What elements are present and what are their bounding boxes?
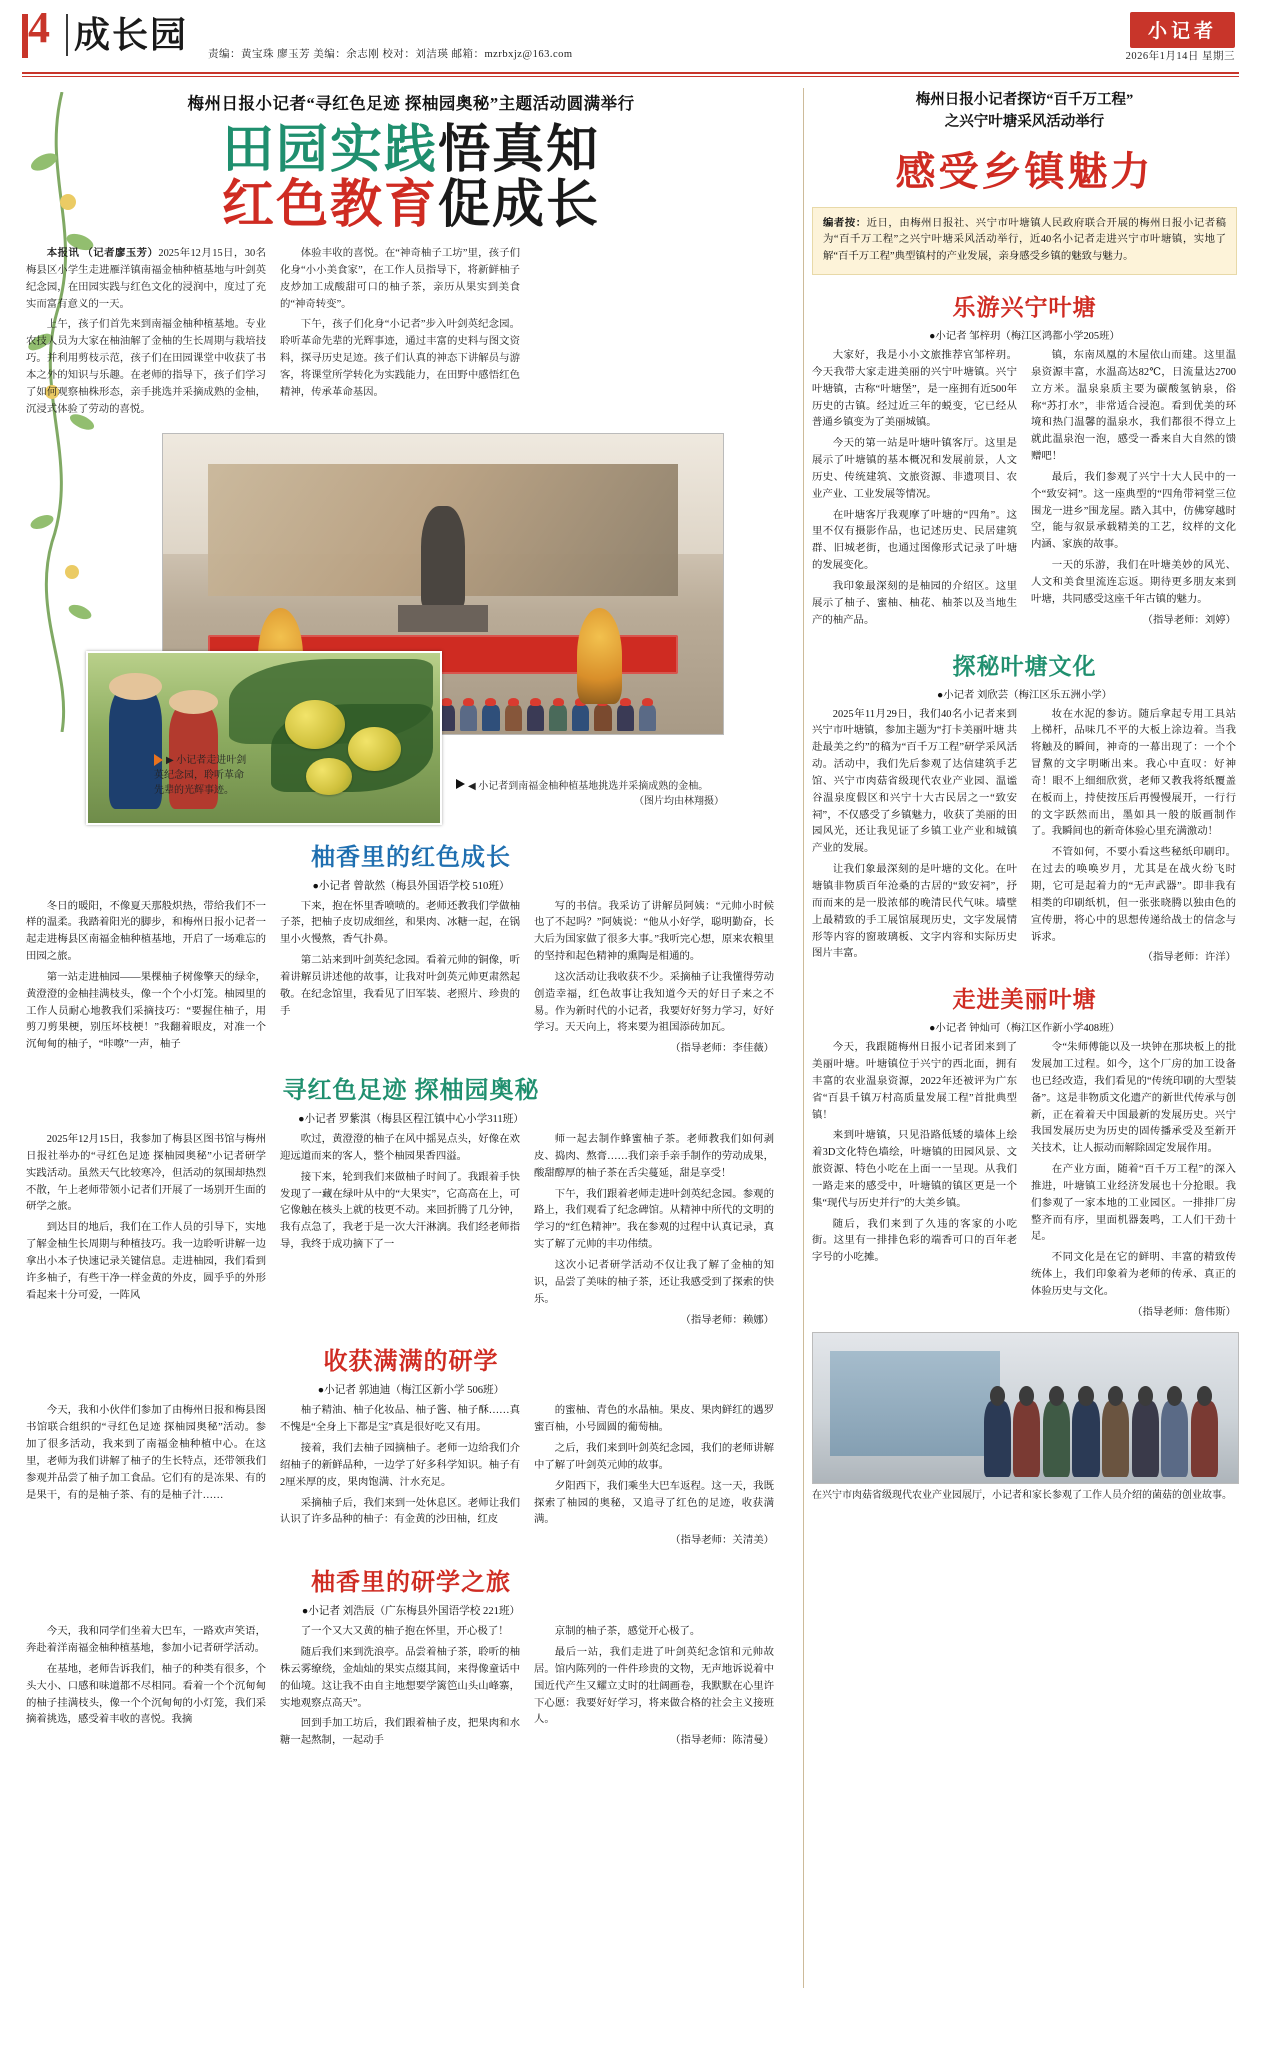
headline-part-3: 红色教育 [221,177,438,235]
right-article-3-col-1 [812,1040,1017,1322]
article-1-col-3 [534,899,774,1059]
article-4-p3: 了一个又大又黄的柚子抱在怀里，开心极了！ [300,1626,509,1638]
r3-p4: 令“朱师傅能以及一块钟在那块板上的批发展加工过程。如今，这个厂房的加工设备也已经改造，我们看见的“传统印刷的大型装备”。这是非物质文化遗产的新世代传承与创新，正在着着天中国最新的发展历史。兴宁我国发展历史为历史的固传播承受及至新开关技术，让人振动而解除固定发展作用。 [1031,1042,1236,1155]
article-4-p6: 京制的柚子茶，感觉开心极了。 [554,1626,701,1638]
article-1-p1: 冬日的暖阳，不像夏天那般炽热，带给我们不一样的温柔。我踏着阳光的脚步，和梅州日报小记者一起走进梅县区南福金柚种植基地，开启了一场难忘的田园之旅。 [26,900,266,963]
right-headline: 感受乡镇魅力 [895,148,1154,194]
column-divider [803,88,804,1988]
article-2-title: 寻红色足迹 探柚园奥秘 [282,1078,540,1105]
photo-mushroom-park [812,1332,1239,1484]
lead-body [26,246,796,422]
photo-caption-left [154,753,250,798]
article-4-p7: 最后一站，我们走进了叶剑英纪念馆和元帅故居。馆内陈列的一件件珍贵的文物，无声地诉说着中国近代产生又耀立丈时的壮阔画卷，我默默在心里许下心愿：我要好好学习，将来做合格的社会主义接班人。 [534,1646,774,1726]
r2-p1: 2025年11月29日，我们40名小记者来到兴宁市叶塘镇，参加主题为“打卡美丽叶塘 共赴最美之约”的稿为“百千万工程”研学采风活动。活动中，我们先后参观了达信建筑手艺馆、兴宁市肉菇省级现代农业产业园、温谧谷温泉度假区和兴宁十大古民居之一“致安祠”，不仅感受了乡镇魅力，收获了美丽的田园风光，还让我见证了乡镇工业产业和城镇产业的发展。 [812,708,1017,855]
article-4-title: 柚香里的研学之旅 [311,1570,511,1597]
photo-group [26,433,796,825]
r1-p1: 大家好，我是小小文旅推荐官邹梓玥。今天我带大家走进美丽的兴宁叶塘镇。兴宁叶塘镇，古称“叶塘堡”，是一座拥有近500年历史的古镇。经过近三年的蜕变，它已经从普通乡镇变为了美丽城镇。 [812,350,1017,429]
article-1-teacher: （指导老师：李佳薇） [670,1043,774,1055]
right-article-3-col-2 [1031,1040,1236,1322]
headline-part-2: 悟真知 [438,122,601,179]
editor-note-label: 编者按： [823,217,867,229]
article-4-teacher: （指导老师：陈清曼） [670,1735,774,1747]
brand-badge: 小记者 [1130,12,1235,48]
article-2-teacher: （指导老师：赖娜） [680,1314,774,1326]
article-yanxue-zhilv [26,1562,796,1754]
lead-p4: 下午，孩子们化身“小记者”步入叶剑英纪念园。聆听革命先辈的光辉事迹，通过丰富的史料与图文资料，探寻历史足迹。孩子们认真的神态下讲解员与游客，将课堂所学转化为实践能力，在田野中感悟红色精神，传承革命基因。 [280,319,520,398]
article-4-col-2 [280,1624,520,1754]
r1-p3: 在叶塘客厅我观摩了叶塘的“四角”。这里不仅有摄影作品，也记述历史、民居建筑群、旧城老街，也通过图像形式记录了叶塘的发展变化。 [812,509,1017,572]
r1-p4: 我印象最深刻的是柚园的介绍区。这里展示了柚子、蜜柚、柚花、柚茶以及当地生产的柚产品。 [812,581,1017,626]
page-number: 4 [28,3,50,52]
r3-p1: 今天，我跟随梅州日报小记者团来到了美丽叶塘。叶塘镇位于兴宁的西北面，拥有丰富的农业温泉资源，2022年还被评为广东省“百县千镇万村高质量发展工程”首批典型镇！ [812,1042,1017,1121]
issue-date: 2026年1月14日 星期三 [1125,51,1235,62]
article-3-p6: 之后，我们来到叶剑英纪念园，我们的老师讲解中了解了叶剑英元帅的故事。 [534,1443,774,1471]
lead-p2: 上午，孩子们首先来到南福金柚种植基地。专业农技人员为大家在柚油解了金柚的生长周期与栽培技巧。并利用剪枝示范，孩子们在田园课堂中收获了书本之外的知识与乐趣。在老师的指导下，孩子们学习了如何观察柚株形态，亲手挑选并采摘成熟的金柚，沉浸式体验了劳动的喜悦。 [26,319,266,415]
article-3-teacher: （指导老师：关清美） [670,1535,774,1547]
article-1-p3: 下来，抱在怀里香喷喷的。老师还教我们学做柚子茶，把柚子皮切成细丝，和果肉、冰糖一起，在锅里小火慢熬，香气扑鼻。 [280,900,520,946]
photo-pomelo-orchard [86,651,442,825]
right-article-3-title: 走进美丽叶塘 [952,987,1097,1013]
lead-p1: 2025年12月15日，30名梅县区小学生走进雁洋镇南福金柚种植基地与叶剑英纪念园，在田园实践与红色文化的浸润中，度过了充实而富有意义的一天。 [26,248,266,310]
article-2-p3: 吹过，黄澄澄的柚子在风中摇晃点头，好像在欢迎远道而来的客人，整个柚园果香四溢。 [280,1134,520,1162]
article-3-p7: 夕阳西下，我们乘坐大巴车返程。这一天，我既探索了柚园的奥秘，又追寻了红色的足迹，收获满满。 [534,1480,774,1526]
right-article-leyou [812,289,1237,634]
masthead-credits: 责编：黄宝珠 廖玉芳 美编：余志刚 校对：刘洁瑛 邮箱：mzrbxjz@163.com [208,49,573,60]
article-3-p1: 今天，我和小伙伴们参加了由梅州日报和梅县图书馆联合组织的“寻红色足迹 探柚园奥秘”活动。参加了很多活动，我来到了南福金柚种植中心。在这里，老师为我们讲解了柚子的生长特点，还带领我们参观并品尝了柚子加工食品。它们有的是冻果、有的是果干，有的是柚子茶、有的是柚子汁…… [26,1405,266,1501]
lead-col-1 [26,246,266,422]
r1-p5: 镇，东南凤凰的木屋依山而建。这里温泉资源丰富，水温高达82℃，日流量达2700立方米。温泉泉质主要为碳酸氢钠泉，俗称“苏打水”，非常适合浸泡。看到优美的环境和热门温馨的温泉水，我们都很不得立上就此温泉泡一泡，感受一番来自大自然的馈赠吧！ [1031,350,1236,463]
article-3-p5: 的蜜柚、青色的水晶柚。果皮、果肉鲜红的遇罗蜜百柚，小号圆圆的葡萄柚。 [534,1405,774,1434]
right-article-zoujin [812,981,1237,1322]
article-3-col-2 [280,1403,520,1550]
lead-col-2 [280,246,520,422]
right-article-1-teacher: （指导老师：刘婷） [1142,614,1236,626]
article-2-p4: 接下来，轮到我们来做柚子时间了。我跟着手快发现了一藏在绿叶从中的“大果实”，它高高在上，可它像触在核头上就的枝更不动。来回折腾了几分钟，我有点急了，我老于是一次大汗淋漓。我们经老师指导，我终于成功摘下了一 [280,1171,520,1251]
article-3-p4: 采摘柚子后，我们来到一处休息区。老师让我们认识了许多品种的柚子：有金黄的沙田柚，红皮 [280,1497,520,1526]
headline-part-1: 田园实践 [221,122,438,179]
article-4-byline: ●小记者 刘浩辰（广东梅县外国语学校 221班） [301,1606,521,1618]
masthead-rule [22,72,1239,74]
right-article-2-col-1 [812,707,1017,968]
r3-p5: 在产业方面，随着“百千万工程”的深入推进，叶塘镇工业经济发展也十分抢眼。我们参观了一家本地的工业园区。一排排厂房整齐而有序，里面机器轰鸣，工人们干劲十足。 [1031,1164,1236,1243]
article-3-p2: 柚子精油、柚子化妆品、柚子酱、柚子酥……真不愧是“全身上下都是宝”真是很好吃又有用。 [280,1405,520,1434]
article-4-col-1 [26,1624,266,1754]
article-3-col-3 [534,1403,774,1550]
article-2-p5: 师一起去制作蜂蜜柚子茶。老师教我们如何剥皮、捣肉、熬膏……我们亲手亲手制作的劳动成果，酸甜醇厚的柚子茶在舌尖蔓延，甜是享受！ [534,1134,774,1179]
right-article-2-teacher: （指导老师：许洋） [1142,952,1236,964]
article-4-p1: 今天，我和同学们坐着大巴车，一路欢声笑语，奔赴着洋南福金柚种植基地，参加小记者研学活动。 [26,1626,266,1654]
article-3-col-1 [26,1403,266,1550]
article-2-col-3 [534,1132,774,1329]
right-kicker [812,90,1237,134]
caption-left-text: ▶ 小记者走进叶剑英纪念园，聆听革命先辈的光辉事迹。 [154,754,247,796]
r2-p4: 不管如何，不要小看这些秘纸印刷印。在过去的唤唤岁月，尤其是在战火纷飞时期，它可是起着力的“无声武器”。即非我有相类的印刷纸机，但一张张晓腾以独由色的宣传册，将心中的思想传递给战士的信念与诉求。 [1031,847,1236,943]
right-column [812,86,1237,1503]
right-article-1-col-2 [1031,348,1236,634]
masthead [0,0,1261,72]
article-1-col-2 [280,899,520,1059]
article-3-p3: 接着，我们去柚子园摘柚子。老师一边给我们介绍柚子的新鲜品种，一边学了好多科学知识。柚子有2厘米厚的皮，果肉饱满、汁水充足。 [280,1443,520,1488]
right-photo-caption: 在兴宁市肉菇省级现代农业产业园展厅，小记者和家长参观了工作人员介绍的菌菇的创业故事。 [812,1489,1232,1501]
r3-p6: 不同文化是在它的鲜明、丰富的精致传统体上，我们印象着为老师的传承、真正的体验历史与文化。 [1031,1252,1236,1297]
article-1-p6: 这次活动让我收获不少。采摘柚子让我懂得劳动创造幸福，红色故事让我知道今天的好日子来之不易。作为新时代的小记者，我要好好努力学习，好好学习。天天向上，将来要为祖国添砖加瓦。 [534,971,774,1034]
article-shouhuo-yanxue [26,1341,796,1550]
right-article-2-byline: ●小记者 刘欣芸（梅江区乐五洲小学） [936,689,1113,701]
r3-p3: 随后，我们来到了久违的客家的小吃街。这里有一排排色彩的端香可口的百年老字号的小吃摊。 [812,1218,1017,1264]
right-article-2-col-2 [1031,707,1236,968]
article-2-p6: 下午，我们跟着老师走进叶剑英纪念园。参观的路上，我们观看了纪念碑馆。从精神中所代的文明的学习的“红色精神”。我在参观的过程中认真记录，真实了解了元帅的丰功伟绩。 [534,1188,774,1251]
article-1-col-1 [26,899,266,1059]
right-article-3-teacher: （指导老师：詹伟斯） [1132,1306,1236,1318]
r1-p2: 今天的第一站是叶塘叶镇客厅。这里是展示了叶塘镇的基本概况和发展前景，人文历史、传统建筑、文旅资源、非遗项目、农业产业、工业发展等情况。 [812,438,1017,500]
caption-bottom-text: ◀ 小记者到南福金柚种植基地挑选并采摘成熟的金柚。 [468,780,709,792]
left-column [26,86,796,1754]
right-kicker-line-2: 之兴宁叶塘采风活动举行 [944,113,1105,130]
right-article-3-byline: ●小记者 钟灿可（梅江区作新小学408班） [929,1023,1120,1035]
right-kicker-line-1: 梅州日报小记者探访“百千万工程” [915,92,1134,108]
masthead-rule-thin [22,76,1239,77]
right-article-tanmi [812,648,1237,968]
article-4-p4: 随后我们来到洗浪亭。品尝着柚子茶，聆听的柚株云雾缭绕，金灿灿的果实点缀其间，来得像童话中的仙境。这让我不由自主地想要学篱笆山头山峰寨，实地观察点高天”。 [280,1646,520,1709]
article-1-p2: 第一站走进柚园——果棵柚子树像擎天的绿伞，黄澄澄的金柚挂满枝头，像一个个小灯笼。柚园里的工作人员耐心地教我们采摘技巧：“要握住柚子，用剪刀剪果梗，别压坏枝梗！”我翻着眼皮，对准一个沉甸甸的柚子，“咔嚓”一声，柚子 [26,971,266,1051]
article-2-col-1 [26,1132,266,1329]
article-2-p1: 2025年12月15日，我参加了梅县区图书馆与梅州日报社举办的“寻红色足迹 探柚园奥秘”小记者研学实践活动。虽然天气比较寒冷，但活动的氛围却热烈不散，午上老师带领小记者们开展了一场别开生面的研学之旅。 [26,1134,266,1213]
masthead-divider [66,14,68,56]
article-1-p4: 第二站来到叶剑英纪念园。看着元帅的铜像，听着讲解员讲述他的故事，让我对叶剑英元帅更肃然起敬。在纪念馆里，我看见了旧军装、老照片、珍贵的手 [280,955,520,1017]
right-article-1-byline: ●小记者 邹梓玥（梅江区鸿都小学205班） [929,331,1120,343]
article-3-title: 收获满满的研学 [323,1349,499,1376]
lead-headline [26,122,796,235]
headline-part-4: 促成长 [438,177,601,235]
article-1-p5: 写的书信。我采访了讲解员阿姨：“元帅小时候也了不起吗？”阿姨说：“他从小好学，聪明勤奋，长大后为国家做了很多大事。”我听完心想，原来农粮里的坚持和起色精神的熏陶是相通的。 [534,900,774,963]
article-1-title: 柚香里的红色成长 [311,844,511,871]
r1-p6: 最后，我们参观了兴宁十大人民中的一个“致安祠”。这一座典型的“四角带祠堂三位围龙一进乡”围龙屋。踏入其中，仿佛穿越时空，能与叙景承载精美的工艺，纹样的文化内涵、家族的故事。 [1031,471,1236,551]
right-article-1-title: 乐游兴宁叶塘 [952,295,1097,321]
lead-byline: 本报讯 （记者廖玉芳） [46,248,159,260]
article-2-byline: ●小记者 罗紫淇（梅县区程江镇中心小学311班） [298,1114,524,1126]
caption-marker-icon [456,779,465,789]
photo-credit: （图片均由林翔摄） [634,796,724,807]
article-4-col-3 [534,1624,774,1754]
article-2-p2: 到达目的地后，我们在工作人员的引导下，实地了解金柚生长周期与种植技巧。我一边聆听讲解一边拿出小本子快速记录关键信息。走进柚园，我们看到许多柚子，有些干净一样金黄的外皮，圆乎乎的外形看起来十分可爱，一阵风 [26,1222,266,1301]
right-article-2-title: 探秘叶塘文化 [952,653,1097,679]
r3-p2: 来到叶塘镇，只见沿路低矮的墙体上绘着3D文化特色墙绘，叶塘镇的田园风景、文旅资源、特色小吃在上面一一呈现。从我们一路走来的感受中，叶塘镇的镇区更是一个集“现代与历史并行”的大美乡镇。 [812,1130,1017,1209]
photo-caption-bottom [456,779,724,810]
article-1-byline: ●小记者 曾歆然（梅县外国语学校 510班） [312,880,510,892]
lead-p3: 体验丰收的喜悦。在“神奇柚子工坊”里，孩子们化身“小小美食家”，在工作人员指导下，将新鲜柚子皮炒加工成酸甜可口的柚子茶，亲历从果实到美食的“神奇转变”。 [280,248,520,310]
article-hongse-zuji [26,1070,796,1329]
editor-note [812,207,1237,276]
article-youxiangli [26,837,796,1059]
r2-p3: 妆在水泥的参访。随后拿起专用工具站上梯杆，品味几不平的大板上涂边着。当我将触及的瞬间，神奇的一幕出现了：一个个冒黧的文字明晰出来。我心中直叹：好神奇！眼不上细细欣赏，老师又教我将纸覆盖在板而上，持使按压后再慢慢展开，一行行的文字跃然而出，墨如具一般的版画制作了。我瞬间也的新奇体验心里充满激动！ [1031,708,1236,838]
r2-p2: 让我们象最深刻的是叶塘的文化。在叶塘镇非物质百年沧桑的古居的“致安祠”，抒而而来的是一股浓郁的晚清民代气味。墙壁上最精致的手工展馆展现历史，文字发展情形等内容的窗玻璃板、文字内容和实际历史图片丰富。 [812,864,1017,960]
article-4-p2: 在基地，老师告诉我们，柚子的种类有很多，个头大小、口感和味道都不尽相同。看着一个个沉甸甸的柚子挂满枝头，像一个个沉甸甸的小灯笼，我们采摘着挑选，感受着丰收的喜悦。我摘 [26,1663,266,1726]
editor-note-text: 近日，由梅州日报社、兴宁市叶塘镇人民政府联合开展的梅州日报小记者稿为“百千万工程”之兴宁叶塘采风活动举行，近40名小记者走进兴宁市叶塘镇，实地了解“百千万工程”典型镇村的产业发展，亲身感受乡镇的魅致与魅力。 [823,217,1226,263]
article-2-p7: 这次小记者研学活动不仅让我了解了金柚的知识，品尝了美味的柚子茶，还让我感受到了探索的快乐。 [534,1260,774,1305]
r1-p7: 一天的乐游，我们在叶塘美妙的风光、人文和美食里流连忘返。期待更多朋友来到叶塘，共同感受这座千年古镇的魅力。 [1031,560,1236,605]
article-2-col-2 [280,1132,520,1329]
right-article-1-col-1 [812,348,1017,634]
lead-col-3 [534,246,774,422]
article-4-p5: 回到手加工坊后，我们跟着柚子皮，把果肉和水糖一起熬制，一起动手 [280,1718,520,1747]
section-title: 成长园 [74,15,189,55]
lead-kicker: 梅州日报小记者“寻红色足迹 探柚园奥秘”主题活动圆满举行 [187,94,635,113]
article-3-byline: ●小记者 郭迪迪（梅江区新小学 506班） [317,1385,505,1397]
caption-arrow-icon [154,754,163,766]
